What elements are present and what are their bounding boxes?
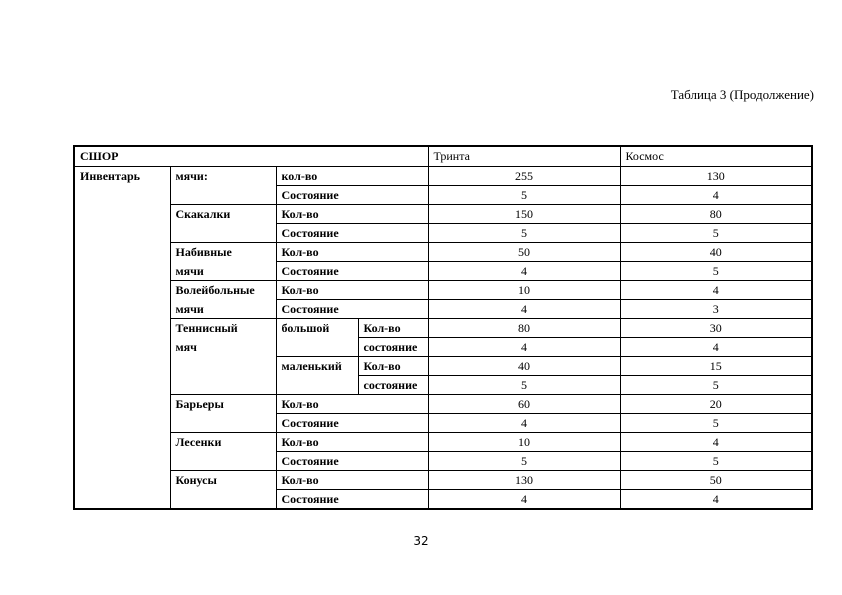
table-row xyxy=(74,395,812,414)
value-cell: 4 xyxy=(428,262,620,281)
value-cell: 5 xyxy=(428,186,620,205)
metric-label: Кол-во xyxy=(276,395,428,414)
value-cell: 4 xyxy=(620,490,812,510)
table-row xyxy=(74,433,812,452)
value-cell: 10 xyxy=(428,281,620,300)
metric-label: Состояние xyxy=(276,490,428,510)
value-cell: 5 xyxy=(620,262,812,281)
metric-label: Кол-во xyxy=(276,433,428,452)
value-cell: 80 xyxy=(620,205,812,224)
value-cell: 4 xyxy=(428,414,620,433)
section-label: Инвентарь xyxy=(74,167,170,510)
value-cell: 4 xyxy=(620,281,812,300)
inventory-table xyxy=(73,145,813,510)
header-org: СШОР xyxy=(74,146,428,167)
table-row xyxy=(74,300,812,319)
value-cell: 15 xyxy=(620,357,812,376)
metric-label: Кол-во xyxy=(276,243,428,262)
table-row xyxy=(74,281,812,300)
value-cell: 20 xyxy=(620,395,812,414)
metric-label: Кол-во xyxy=(276,205,428,224)
table-row xyxy=(74,243,812,262)
value-cell: 10 xyxy=(428,433,620,452)
table-row xyxy=(74,319,812,338)
value-cell: 40 xyxy=(620,243,812,262)
metric-label: Кол-во xyxy=(276,471,428,490)
table-header-row xyxy=(74,146,812,167)
value-cell: 5 xyxy=(620,224,812,243)
value-cell: 80 xyxy=(428,319,620,338)
subitem-label: большой xyxy=(276,319,358,357)
value-cell: 50 xyxy=(428,243,620,262)
item-label: Барьеры xyxy=(170,395,276,433)
item-label-line2: мячи xyxy=(170,300,276,319)
metric-label: Состояние xyxy=(276,300,428,319)
item-label: Теннисный xyxy=(170,319,276,338)
metric-label: состояние xyxy=(358,338,428,357)
table-row xyxy=(74,338,812,357)
value-cell: 5 xyxy=(620,452,812,471)
value-cell: 5 xyxy=(428,376,620,395)
item-label-line2: мяч xyxy=(170,338,276,395)
metric-label: Кол-во xyxy=(276,281,428,300)
value-cell: 130 xyxy=(620,167,812,186)
value-cell: 150 xyxy=(428,205,620,224)
header-col1: Тринта xyxy=(428,146,620,167)
value-cell: 5 xyxy=(620,376,812,395)
value-cell: 50 xyxy=(620,471,812,490)
metric-label: Кол-во xyxy=(358,357,428,376)
value-cell: 30 xyxy=(620,319,812,338)
value-cell: 4 xyxy=(428,338,620,357)
metric-label: состояние xyxy=(358,376,428,395)
item-label: мячи: xyxy=(170,167,276,205)
page-number: 32 xyxy=(413,534,429,548)
item-label: Набивные xyxy=(170,243,276,262)
value-cell: 3 xyxy=(620,300,812,319)
header-col2: Космос xyxy=(620,146,812,167)
metric-label: Состояние xyxy=(276,262,428,281)
value-cell: 4 xyxy=(620,433,812,452)
metric-label: кол-во xyxy=(276,167,428,186)
value-cell: 5 xyxy=(428,224,620,243)
value-cell: 130 xyxy=(428,471,620,490)
value-cell: 4 xyxy=(428,300,620,319)
value-cell: 60 xyxy=(428,395,620,414)
table-row xyxy=(74,262,812,281)
value-cell: 5 xyxy=(428,452,620,471)
subitem-label: маленький xyxy=(276,357,358,395)
item-label: Лесенки xyxy=(170,433,276,471)
value-cell: 5 xyxy=(620,414,812,433)
metric-label: Состояние xyxy=(276,414,428,433)
value-cell: 4 xyxy=(428,490,620,510)
table-row xyxy=(74,167,812,186)
metric-label: Состояние xyxy=(276,224,428,243)
item-label-line2: мячи xyxy=(170,262,276,281)
table-row xyxy=(74,205,812,224)
item-label: Скакалки xyxy=(170,205,276,243)
metric-label: Кол-во xyxy=(358,319,428,338)
value-cell: 255 xyxy=(428,167,620,186)
value-cell: 4 xyxy=(620,186,812,205)
metric-label: Состояние xyxy=(276,186,428,205)
value-cell: 4 xyxy=(620,338,812,357)
value-cell: 40 xyxy=(428,357,620,376)
metric-label: Состояние xyxy=(276,452,428,471)
item-label: Конусы xyxy=(170,471,276,510)
item-label: Волейбольные xyxy=(170,281,276,300)
table-row xyxy=(74,471,812,490)
table-caption: Таблица 3 (Продолжение) xyxy=(670,87,814,102)
